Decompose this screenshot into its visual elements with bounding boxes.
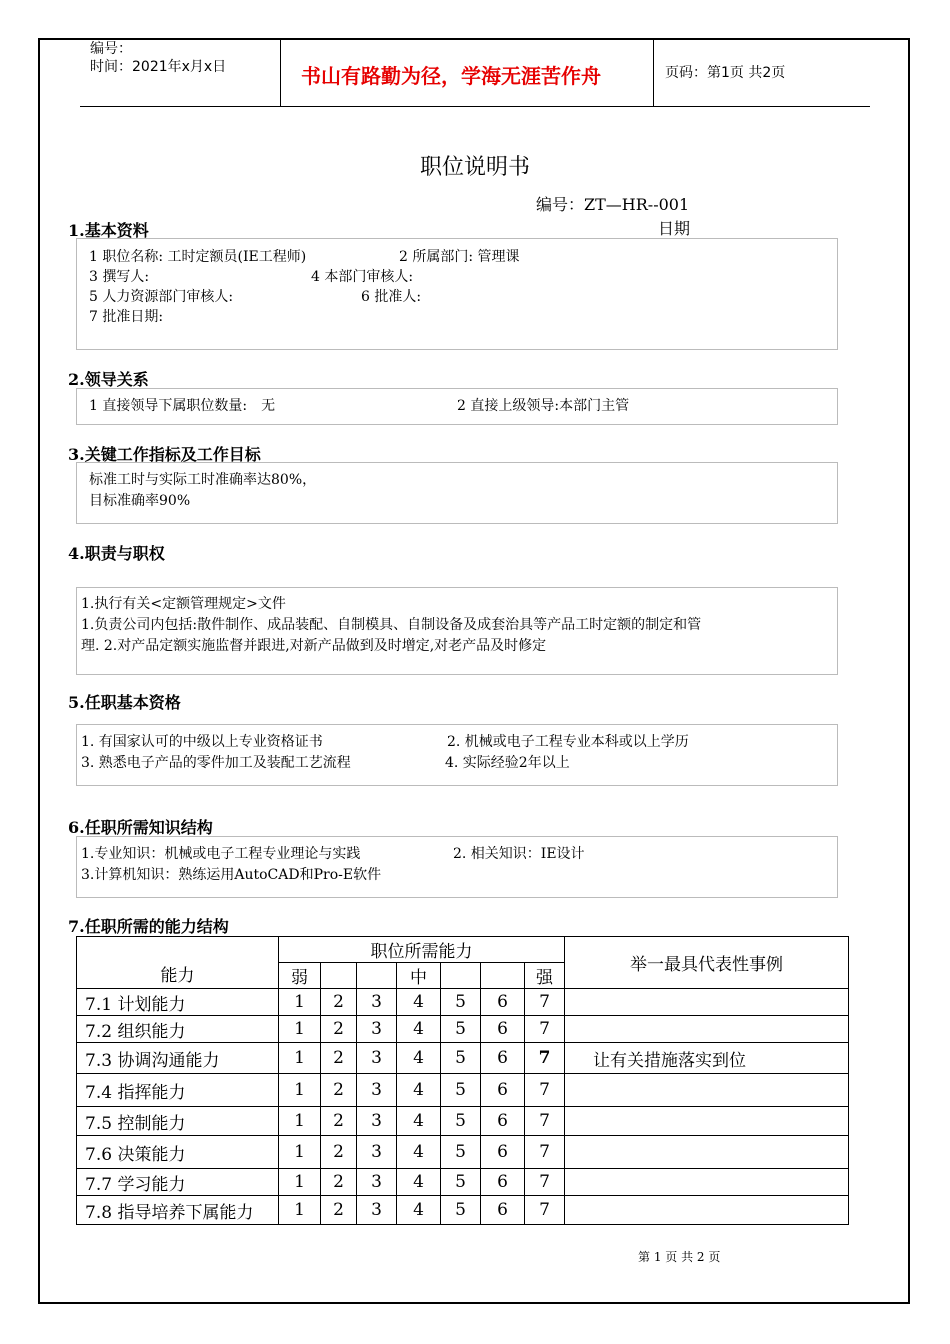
ability-level-5: 5 bbox=[441, 1196, 481, 1225]
qualification-1: 1. 有国家认可的中级以上专业资格证书 bbox=[81, 734, 323, 750]
page-footer: 第 1 页 共 2 页 bbox=[638, 1250, 721, 1264]
scale-mid: 中 bbox=[397, 963, 441, 989]
scale-weak: 弱 bbox=[279, 963, 321, 989]
ability-level-6: 6 bbox=[481, 1196, 525, 1225]
ability-example bbox=[565, 1169, 849, 1196]
ability-level-4: 4 bbox=[397, 1016, 441, 1043]
ability-row bbox=[77, 1196, 849, 1225]
ability-level-1: 1 bbox=[279, 1074, 321, 1107]
ability-level-3: 3 bbox=[357, 1074, 397, 1107]
header-time: 时间：2021年x月x日 bbox=[90, 59, 227, 75]
duty-line-2: 1.负责公司内包括:散件制作、成品装配、自制模具、自制设备及成套治具等产品工时定额的制定和管 bbox=[81, 617, 702, 633]
scale-blank bbox=[357, 963, 397, 989]
ability-level-5: 5 bbox=[441, 1107, 481, 1136]
ability-level-4: 4 bbox=[397, 1074, 441, 1107]
ability-example bbox=[565, 1074, 849, 1107]
ability-row bbox=[77, 1107, 849, 1136]
field-position-name: 1 职位名称: 工时定额员(IE工程师) bbox=[89, 249, 307, 265]
ability-name: 7.3 协调沟通能力 bbox=[77, 1043, 279, 1074]
ability-level-5: 5 bbox=[441, 1016, 481, 1043]
kpi-line-2: 目标准确率90% bbox=[89, 493, 191, 509]
scale-blank bbox=[481, 963, 525, 989]
ability-name: 7.8 指导培养下属能力 bbox=[77, 1196, 279, 1225]
knowledge-3: 3.计算机知识：熟练运用AutoCAD和Pro-E软件 bbox=[81, 867, 382, 883]
section-4-box bbox=[76, 587, 838, 675]
ability-row bbox=[77, 1016, 849, 1043]
header-meta bbox=[90, 40, 226, 76]
ability-level-5: 5 bbox=[441, 1169, 481, 1196]
ability-level-6: 6 bbox=[481, 989, 525, 1016]
ability-level-4: 4 bbox=[397, 989, 441, 1016]
ability-level-1: 1 bbox=[279, 1107, 321, 1136]
ability-level-2: 2 bbox=[321, 1107, 357, 1136]
ability-level-6: 6 bbox=[481, 1074, 525, 1107]
ability-level-5: 5 bbox=[441, 1136, 481, 1169]
header-number: 编号： bbox=[90, 41, 132, 57]
section-1-heading: 1.基本资料 bbox=[68, 221, 149, 240]
col-header-required: 职位所需能力 bbox=[279, 937, 565, 963]
page-header bbox=[80, 38, 870, 107]
ability-level-7: 7 bbox=[525, 1169, 565, 1196]
col-header-ability: 能力 bbox=[77, 937, 279, 989]
ability-level-3: 3 bbox=[357, 989, 397, 1016]
ability-level-2: 2 bbox=[321, 1169, 357, 1196]
ability-row bbox=[77, 1074, 849, 1107]
field-department: 2 所属部门: 管理课 bbox=[399, 249, 520, 265]
ability-level-7: 7 bbox=[525, 1074, 565, 1107]
ability-example: 让有关措施落实到位 bbox=[565, 1043, 849, 1074]
ability-example bbox=[565, 1136, 849, 1169]
ability-level-3: 3 bbox=[357, 1169, 397, 1196]
ability-level-4: 4 bbox=[397, 1136, 441, 1169]
qualification-3: 3. 熟悉电子产品的零件加工及装配工艺流程 bbox=[81, 755, 351, 771]
ability-level-4: 4 bbox=[397, 1169, 441, 1196]
ability-example bbox=[565, 1196, 849, 1225]
header-motto: 书山有路勤为径，学海无涯苦作舟 bbox=[301, 64, 601, 88]
doc-code: 编号：ZT—HR--001 bbox=[536, 195, 690, 214]
ability-name: 7.5 控制能力 bbox=[77, 1107, 279, 1136]
ability-example bbox=[565, 1016, 849, 1043]
ability-level-1: 1 bbox=[279, 1136, 321, 1169]
ability-level-4: 4 bbox=[397, 1107, 441, 1136]
ability-level-4: 4 bbox=[397, 1043, 441, 1074]
section-3-box bbox=[76, 462, 838, 524]
field-author: 3 撰写人: bbox=[89, 269, 150, 285]
duty-line-1: 1.执行有关<定额管理规定>文件 bbox=[81, 596, 286, 612]
ability-level-6: 6 bbox=[481, 1107, 525, 1136]
ability-table bbox=[76, 936, 849, 1225]
ability-level-1: 1 bbox=[279, 1043, 321, 1074]
ability-name: 7.1 计划能力 bbox=[77, 989, 279, 1016]
ability-level-7: 7 bbox=[525, 1016, 565, 1043]
ability-level-2: 2 bbox=[321, 1043, 357, 1074]
section-2-heading: 2.领导关系 bbox=[68, 370, 149, 389]
ability-level-3: 3 bbox=[357, 1196, 397, 1225]
ability-level-7: 7 bbox=[525, 1136, 565, 1169]
section-3-heading: 3.关键工作指标及工作目标 bbox=[68, 445, 261, 464]
section-5-box bbox=[76, 724, 838, 786]
ability-row bbox=[77, 1043, 849, 1074]
ability-name: 7.7 学习能力 bbox=[77, 1169, 279, 1196]
section-7-heading: 7.任职所需的能力结构 bbox=[68, 917, 229, 936]
ability-example bbox=[565, 1107, 849, 1136]
kpi-line-1: 标准工时与实际工时准确率达80%， bbox=[89, 472, 317, 488]
header-page-info: 页码：第1页 共2页 bbox=[665, 65, 786, 81]
knowledge-2: 2. 相关知识：IE设计 bbox=[453, 846, 585, 862]
ability-row bbox=[77, 989, 849, 1016]
section-1-box bbox=[76, 238, 838, 350]
ability-row bbox=[77, 1136, 849, 1169]
qualification-4: 4. 实际经验2年以上 bbox=[445, 755, 570, 771]
ability-level-1: 1 bbox=[279, 1196, 321, 1225]
doc-date-label: 日期 bbox=[658, 219, 691, 238]
ability-level-3: 3 bbox=[357, 1043, 397, 1074]
ability-level-1: 1 bbox=[279, 1016, 321, 1043]
ability-level-2: 2 bbox=[321, 1074, 357, 1107]
section-4-heading: 4.职责与职权 bbox=[68, 544, 165, 563]
duty-line-3: 理. 2.对产品定额实施监督并跟进,对新产品做到及时增定,对老产品及时修定 bbox=[81, 638, 547, 654]
ability-level-7: 7 bbox=[525, 1107, 565, 1136]
section-5-heading: 5.任职基本资格 bbox=[68, 693, 181, 712]
ability-name: 7.6 决策能力 bbox=[77, 1136, 279, 1169]
field-approval-date: 7 批准日期: bbox=[89, 309, 164, 325]
ability-row bbox=[77, 1169, 849, 1196]
ability-level-1: 1 bbox=[279, 1169, 321, 1196]
ability-level-6: 6 bbox=[481, 1043, 525, 1074]
ability-level-5: 5 bbox=[441, 989, 481, 1016]
ability-level-6: 6 bbox=[481, 1016, 525, 1043]
ability-level-3: 3 bbox=[357, 1136, 397, 1169]
ability-level-7: 7 bbox=[525, 1196, 565, 1225]
field-superior: 2 直接上级领导:本部门主管 bbox=[457, 398, 630, 414]
ability-level-5: 5 bbox=[441, 1043, 481, 1074]
ability-level-7: 7 bbox=[525, 1043, 565, 1074]
ability-name: 7.2 组织能力 bbox=[77, 1016, 279, 1043]
ability-level-7: 7 bbox=[525, 989, 565, 1016]
ability-level-4: 4 bbox=[397, 1196, 441, 1225]
ability-name: 7.4 指挥能力 bbox=[77, 1074, 279, 1107]
knowledge-1: 1.专业知识：机械或电子工程专业理论与实践 bbox=[81, 846, 361, 862]
ability-level-3: 3 bbox=[357, 1107, 397, 1136]
field-subordinates: 1 直接领导下属职位数量: 无 bbox=[89, 398, 276, 414]
ability-level-6: 6 bbox=[481, 1136, 525, 1169]
ability-level-2: 2 bbox=[321, 989, 357, 1016]
col-header-example: 举一最具代表性事例 bbox=[565, 937, 849, 989]
ability-level-3: 3 bbox=[357, 1016, 397, 1043]
ability-level-6: 6 bbox=[481, 1169, 525, 1196]
section-6-box bbox=[76, 836, 838, 898]
scale-blank bbox=[441, 963, 481, 989]
section-6-heading: 6.任职所需知识结构 bbox=[68, 818, 213, 837]
scale-strong: 强 bbox=[525, 963, 565, 989]
ability-example bbox=[565, 989, 849, 1016]
ability-level-2: 2 bbox=[321, 1016, 357, 1043]
field-hr-reviewer: 5 人力资源部门审核人: bbox=[89, 289, 234, 305]
ability-level-1: 1 bbox=[279, 989, 321, 1016]
ability-level-2: 2 bbox=[321, 1196, 357, 1225]
scale-blank bbox=[321, 963, 357, 989]
doc-title: 职位说明书 bbox=[419, 155, 530, 180]
section-2-box bbox=[76, 388, 838, 425]
field-dept-reviewer: 4 本部门审核人: bbox=[311, 269, 414, 285]
ability-level-5: 5 bbox=[441, 1074, 481, 1107]
field-approver: 6 批准人: bbox=[361, 289, 422, 305]
qualification-2: 2. 机械或电子工程专业本科或以上学历 bbox=[447, 734, 689, 750]
ability-level-2: 2 bbox=[321, 1136, 357, 1169]
header-motto-cell bbox=[280, 38, 654, 106]
